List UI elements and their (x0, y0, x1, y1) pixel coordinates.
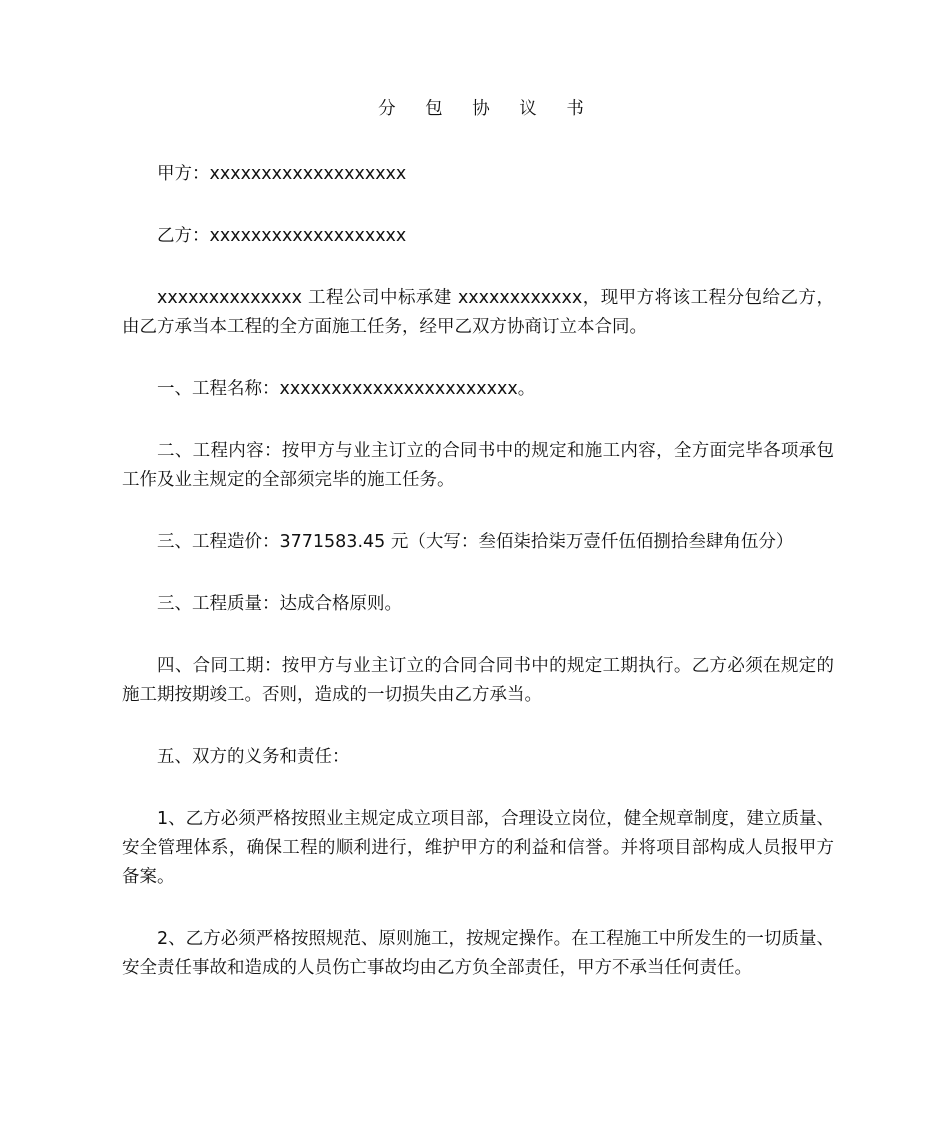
obligation-item-2: 2、乙方必须严格按照规范、原则施工，按规定操作。在工程施工中所发生的一切质量、安全责任事故和造成的人员伤亡事故均由乙方负全部责任，甲方不承当任何责任。 (122, 929, 834, 978)
obligation-item-1: 1、乙方必须严格按照业主规定成立项目部，合理设立岗位，健全规章制度，建立质量、安全管理体系，确保工程的顺利进行，维护甲方的利益和信誉。并将项目部构成人员报甲方备案。 (122, 809, 834, 887)
clause-contract-period: 四、合同工期：按甲方与业主订立的合同合同书中的规定工期执行。乙方必须在规定的施工期按期竣工。否则，造成的一切损失由乙方承当。 (122, 656, 834, 705)
clause-project-content: 二、工程内容：按甲方与业主订立的合同书中的规定和施工内容，全方面完毕各项承包工作及业主规定的全部须完毕的施工任务。 (122, 441, 834, 490)
party-b-line: 乙方：xxxxxxxxxxxxxxxxxxx (157, 226, 407, 246)
clause-project-name: 一、工程名称：xxxxxxxxxxxxxxxxxxxxxxx。 (157, 379, 536, 399)
clause-obligations-heading: 五、双方的义务和责任： (157, 747, 350, 767)
clause-project-cost: 三、工程造价：3771583.45 元（大写：叁佰柒拾柒万壹仟伍佰捌拾叁肆角伍分） (157, 532, 794, 552)
document-body (122, 160, 834, 1016)
intro-paragraph: xxxxxxxxxxxxxx 工程公司中标承建 xxxxxxxxxxxx，现甲方将该工程分包给乙方，由乙方承当本工程的全方面施工任务，经甲乙双方协商订立本合同。 (122, 288, 834, 337)
party-a-line: 甲方：xxxxxxxxxxxxxxxxxxx (157, 164, 407, 184)
clause-project-quality: 三、工程质量：达成合格原则。 (157, 594, 402, 614)
document-title: 分 包 协 议 书 (378, 99, 596, 119)
